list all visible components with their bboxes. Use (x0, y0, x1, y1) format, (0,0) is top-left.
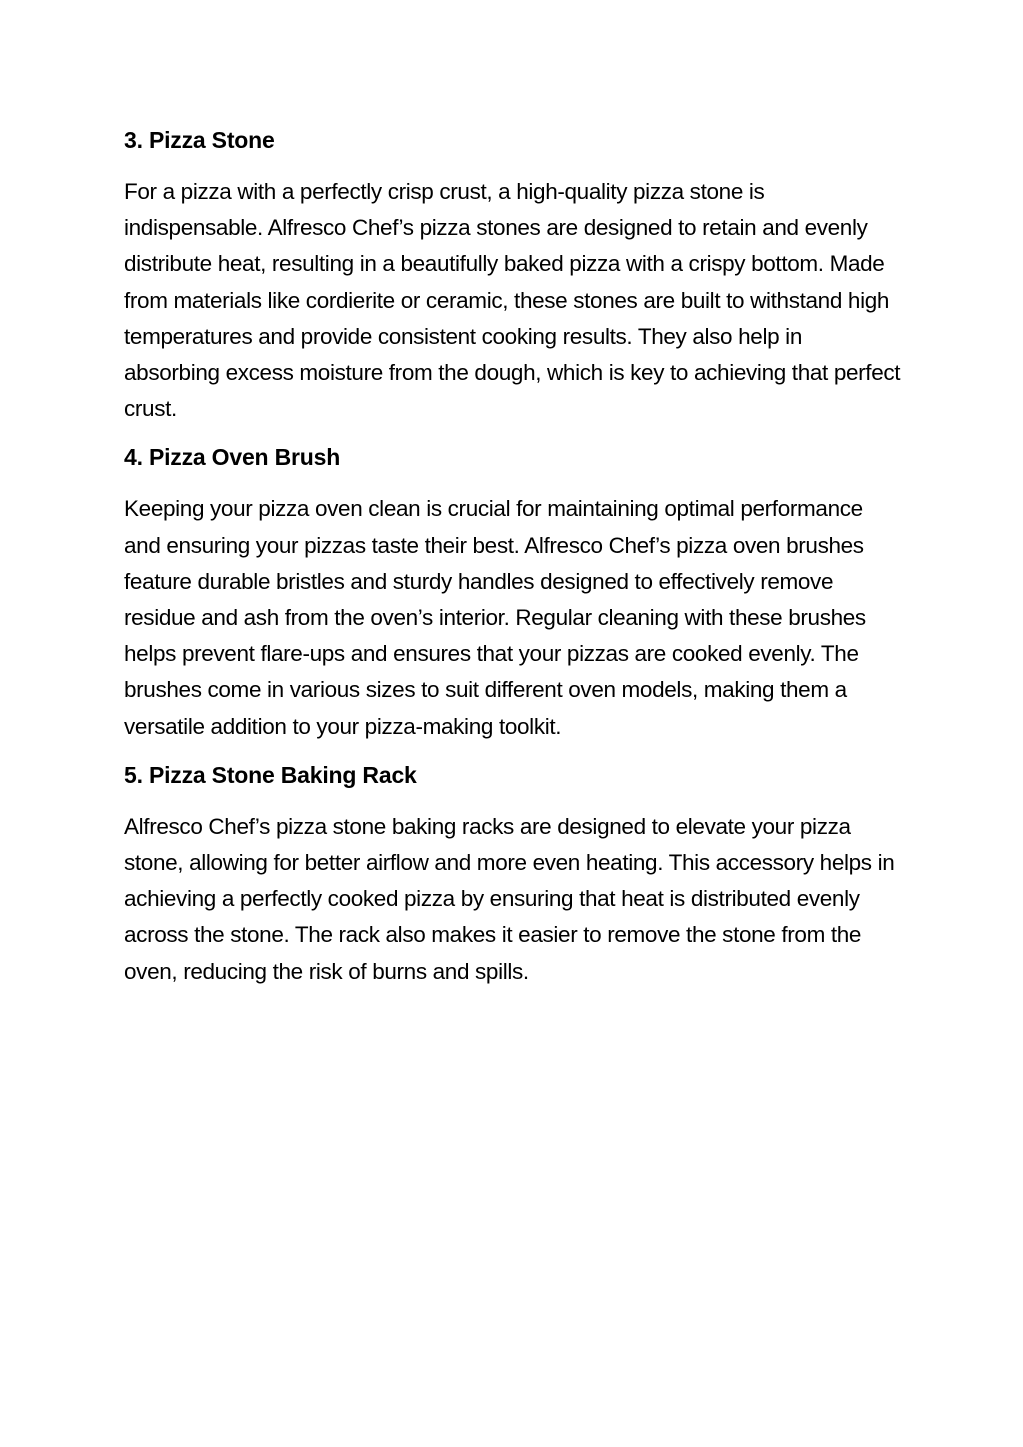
section-pizza-oven-brush (124, 441, 902, 744)
section-pizza-stone-baking-rack (124, 759, 902, 990)
section-pizza-stone (124, 124, 902, 427)
document-page (124, 124, 902, 1004)
section-heading: 5. Pizza Stone Baking Rack (124, 761, 417, 788)
section-heading: 4. Pizza Oven Brush (124, 444, 341, 471)
section-paragraph: Keeping your pizza oven clean is crucial for maintaining optimal performance and ensuring your pizzas taste their best. Alfresco Chef’s pizza oven brushes feature durable bristles and sturdy handles designed to effectively remove residue and ash from the oven’s interior. Regular cleaning with these brushes helps prevent flare-ups and ensures that your pizzas are cooked evenly. The brushes come in various sizes to suit different oven models, making them a versatile addition to your pizza-making toolkit. (124, 496, 866, 739)
section-heading: 3. Pizza Stone (124, 127, 275, 153)
section-paragraph: For a pizza with a perfectly crisp crust, a high-quality pizza stone is indispensable. Alfresco Chef’s pizza stones are designed to retain and evenly distribute heat, resulting in a beautifully baked pizza with a crispy bottom. Made from materials like cordierite or ceramic, these stones are built to withstand high temperatures and provide consistent cooking results. They also help in absorbing excess moisture from the dough, which is key to achieving that perfect crust. (124, 179, 901, 422)
section-paragraph: Alfresco Chef’s pizza stone baking racks are designed to elevate your pizza stone, allowing for better airflow and more even heating. This accessory helps in achieving a perfectly cooked pizza by ensuring that heat is distributed evenly across the stone. The rack also makes it easier to remove the stone from the oven, reducing the risk of burns and spills. (124, 813, 895, 984)
